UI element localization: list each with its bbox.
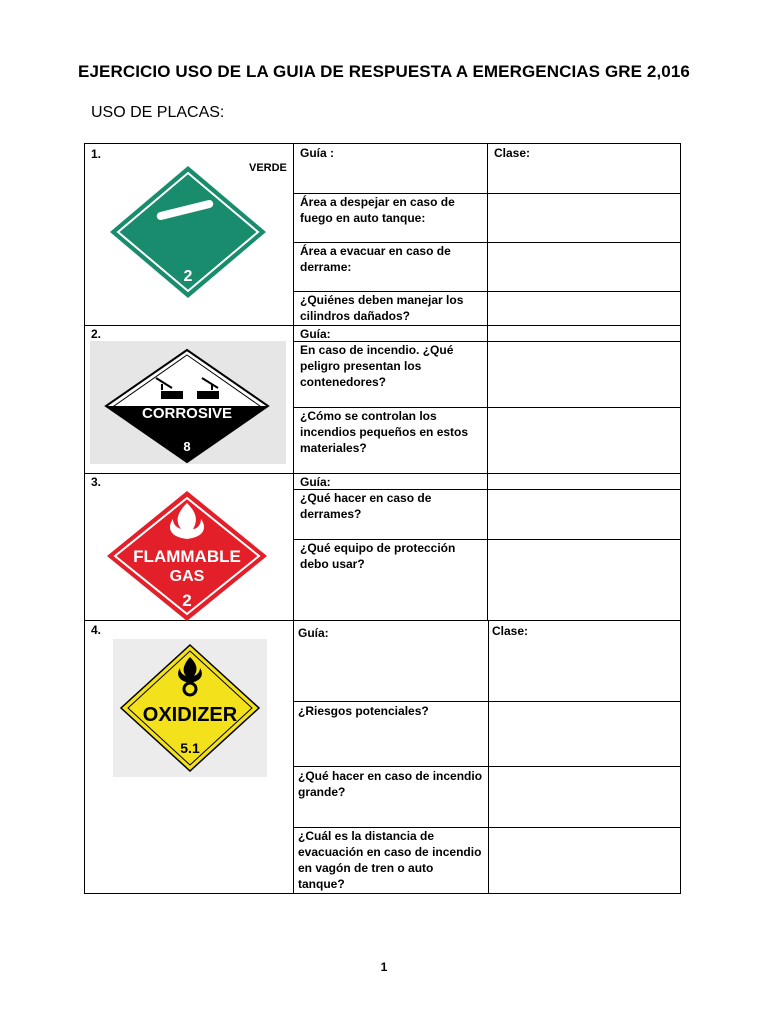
column-divider-1 (293, 143, 294, 894)
guide-label: Guía: (300, 475, 331, 489)
question: Área a evacuar en caso de derrame: (300, 244, 451, 274)
color-note: VERDE (249, 162, 287, 174)
document-title: EJERCICIO USO DE LA GUIA DE RESPUESTA A EMERGENCIAS GRE 2,016 (78, 62, 690, 81)
class-label: Clase: (494, 146, 531, 160)
question: ¿Cuál es la distancia de evacuación en caso de incendio en vagón de tren o auto tanque? (298, 829, 482, 891)
column-divider-2-upper (487, 143, 488, 620)
green-gas-placard-image (108, 164, 268, 300)
question: ¿Cómo se controlan los incendios pequeños en estos materiales? (300, 409, 469, 455)
placard-text: OXIDIZER (142, 704, 238, 726)
guide-label: Guía: (300, 327, 331, 341)
corrosive-placard-image (104, 348, 270, 464)
guide-label: Guía : (300, 146, 335, 160)
question: ¿Quiénes deben manejar los cilindros dañados? (300, 293, 464, 323)
row-separator-2-3 (84, 473, 681, 474)
placard-text-line1: FLAMMABLE (133, 547, 241, 566)
question: ¿Qué hacer en caso de incendio grande? (298, 769, 483, 799)
question: Área a despejar en caso de fuego en auto tanque: (300, 195, 455, 225)
placard-text-line2: GAS (169, 568, 205, 585)
flammable-gas-placard-image (105, 489, 269, 623)
placard-class-number: 2 (183, 268, 193, 285)
placard-class-number: 5.1 (180, 740, 200, 756)
row-number: 4. (91, 623, 102, 637)
row-number: 2. (91, 327, 102, 341)
placard-text: CORROSIVE (141, 405, 233, 422)
placard-class-number: 2 (182, 591, 192, 610)
row-number: 3. (91, 475, 102, 489)
question: ¿Qué equipo de protección debo usar? (300, 541, 456, 571)
question: ¿Riesgos potenciales? (298, 704, 429, 718)
oxidizer-placard-image (119, 643, 261, 773)
section-subtitle: USO DE PLACAS: (91, 104, 225, 121)
row-number: 1. (91, 147, 102, 161)
table-border-left (84, 143, 85, 893)
table-border-bottom (84, 893, 681, 894)
table-border-right-upper (680, 143, 681, 620)
class-label: Clase: (492, 624, 529, 638)
row4-separator-b (293, 766, 681, 767)
table-border-top (84, 143, 681, 144)
page-number: 1 (380, 960, 388, 974)
table-border-right-lower (680, 621, 681, 894)
column-divider-2-lower (488, 621, 489, 894)
placard-class-number: 8 (183, 439, 191, 454)
row-separator-1-2 (84, 325, 681, 326)
question: En caso de incendio. ¿Qué peligro presentan los contenedores? (300, 343, 454, 389)
row4-separator-a (293, 701, 681, 702)
guide-label: Guía: (298, 626, 329, 640)
question: ¿Qué hacer en caso de derrames? (300, 491, 432, 521)
